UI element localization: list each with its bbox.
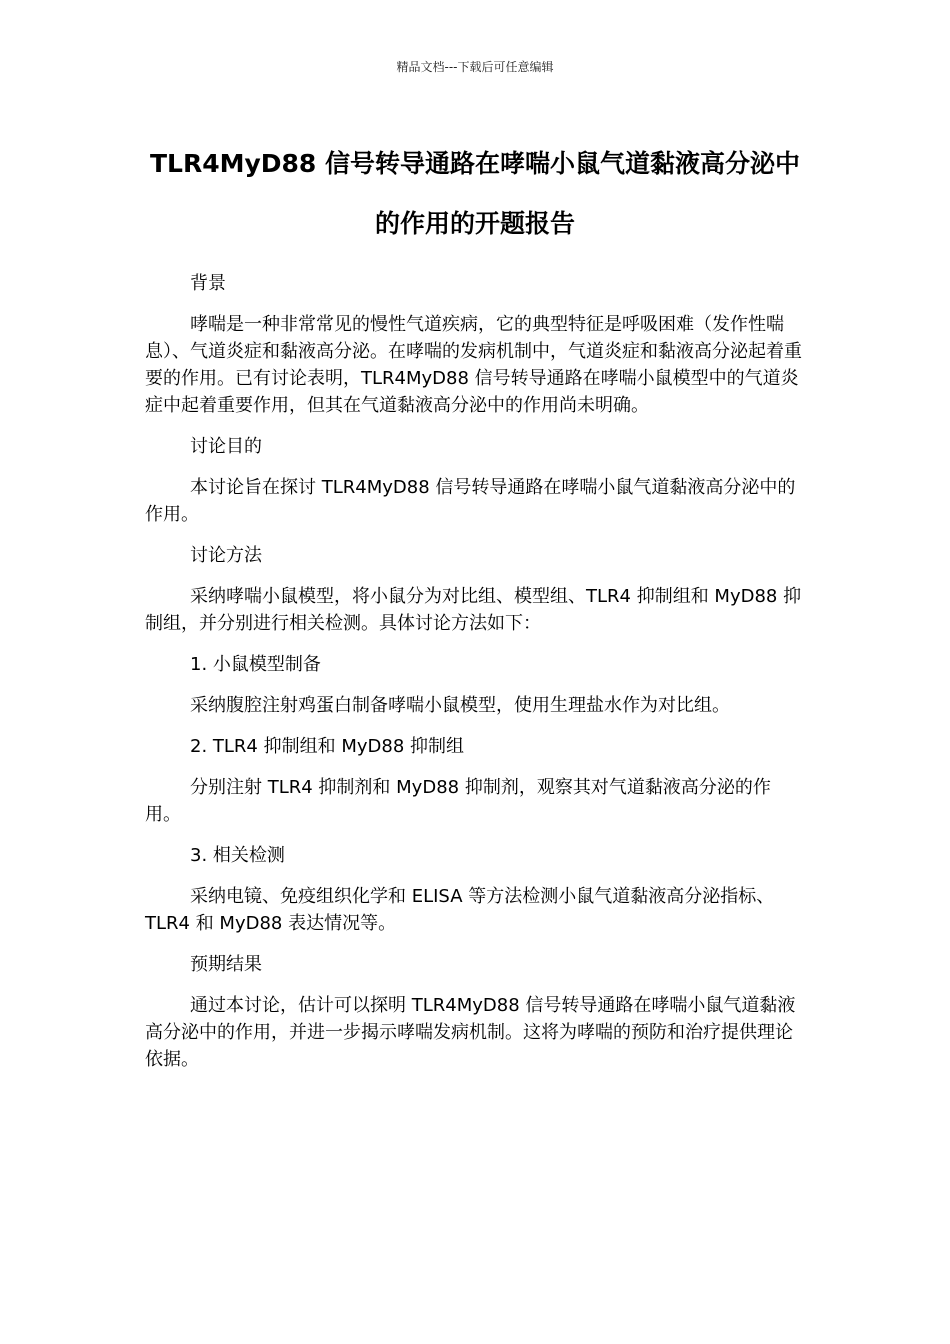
document-body xyxy=(145,270,805,1087)
document-title: TLR4MyD88 信号转导通路在哮喘小鼠气道黏液高分泌中的作用的开题报告 xyxy=(149,149,801,238)
paragraph-results: 通过本讨论，估计可以探明 TLR4MyD88 信号转导通路在哮喘小鼠气道黏液高分泌中的作用，并进一步揭示哮喘发病机制。这将为哮喘的预防和治疗提供理论依据。 xyxy=(145,995,796,1070)
section-heading-methods: 讨论方法 xyxy=(190,545,262,566)
method-step-title: 1. 小鼠模型制备 xyxy=(190,654,321,675)
method-step-text: 分别注射 TLR4 抑制剂和 MyD88 抑制剂，观察其对气道黏液高分泌的作用。 xyxy=(145,777,771,825)
method-step-title: 2. TLR4 抑制组和 MyD88 抑制组 xyxy=(190,736,464,757)
section-heading-results: 预期结果 xyxy=(190,954,262,975)
page-header-note: 精品文档---下载后可任意编辑 xyxy=(396,60,554,74)
paragraph-background: 哮喘是一种非常常见的慢性气道疾病，它的典型特征是呼吸困难（发作性喘息）、气道炎症和黏液高分泌。在哮喘的发病机制中，气道炎症和黏液高分泌起着重要的作用。已有讨论表明，TLR4MyD88 信号转导通路在哮喘小鼠模型中的气道炎症中起着重要作用，但其在气道黏液高分泌中的作用尚未明确。 xyxy=(145,314,802,416)
method-step-title: 3. 相关检测 xyxy=(190,845,285,866)
section-heading-background: 背景 xyxy=(190,273,226,294)
method-step-text: 采纳电镜、免疫组织化学和 ELISA 等方法检测小鼠气道黏液高分泌指标、TLR4 和 MyD88 表达情况等。 xyxy=(145,886,775,934)
paragraph-methods-intro: 采纳哮喘小鼠模型，将小鼠分为对比组、模型组、TLR4 抑制组和 MyD88 抑制组，并分别进行相关检测。具体讨论方法如下： xyxy=(145,586,802,634)
method-step-text: 采纳腹腔注射鸡蛋白制备哮喘小鼠模型，使用生理盐水作为对比组。 xyxy=(190,695,730,716)
paragraph-purpose: 本讨论旨在探讨 TLR4MyD88 信号转导通路在哮喘小鼠气道黏液高分泌中的作用。 xyxy=(145,477,796,525)
section-heading-purpose: 讨论目的 xyxy=(190,436,262,457)
